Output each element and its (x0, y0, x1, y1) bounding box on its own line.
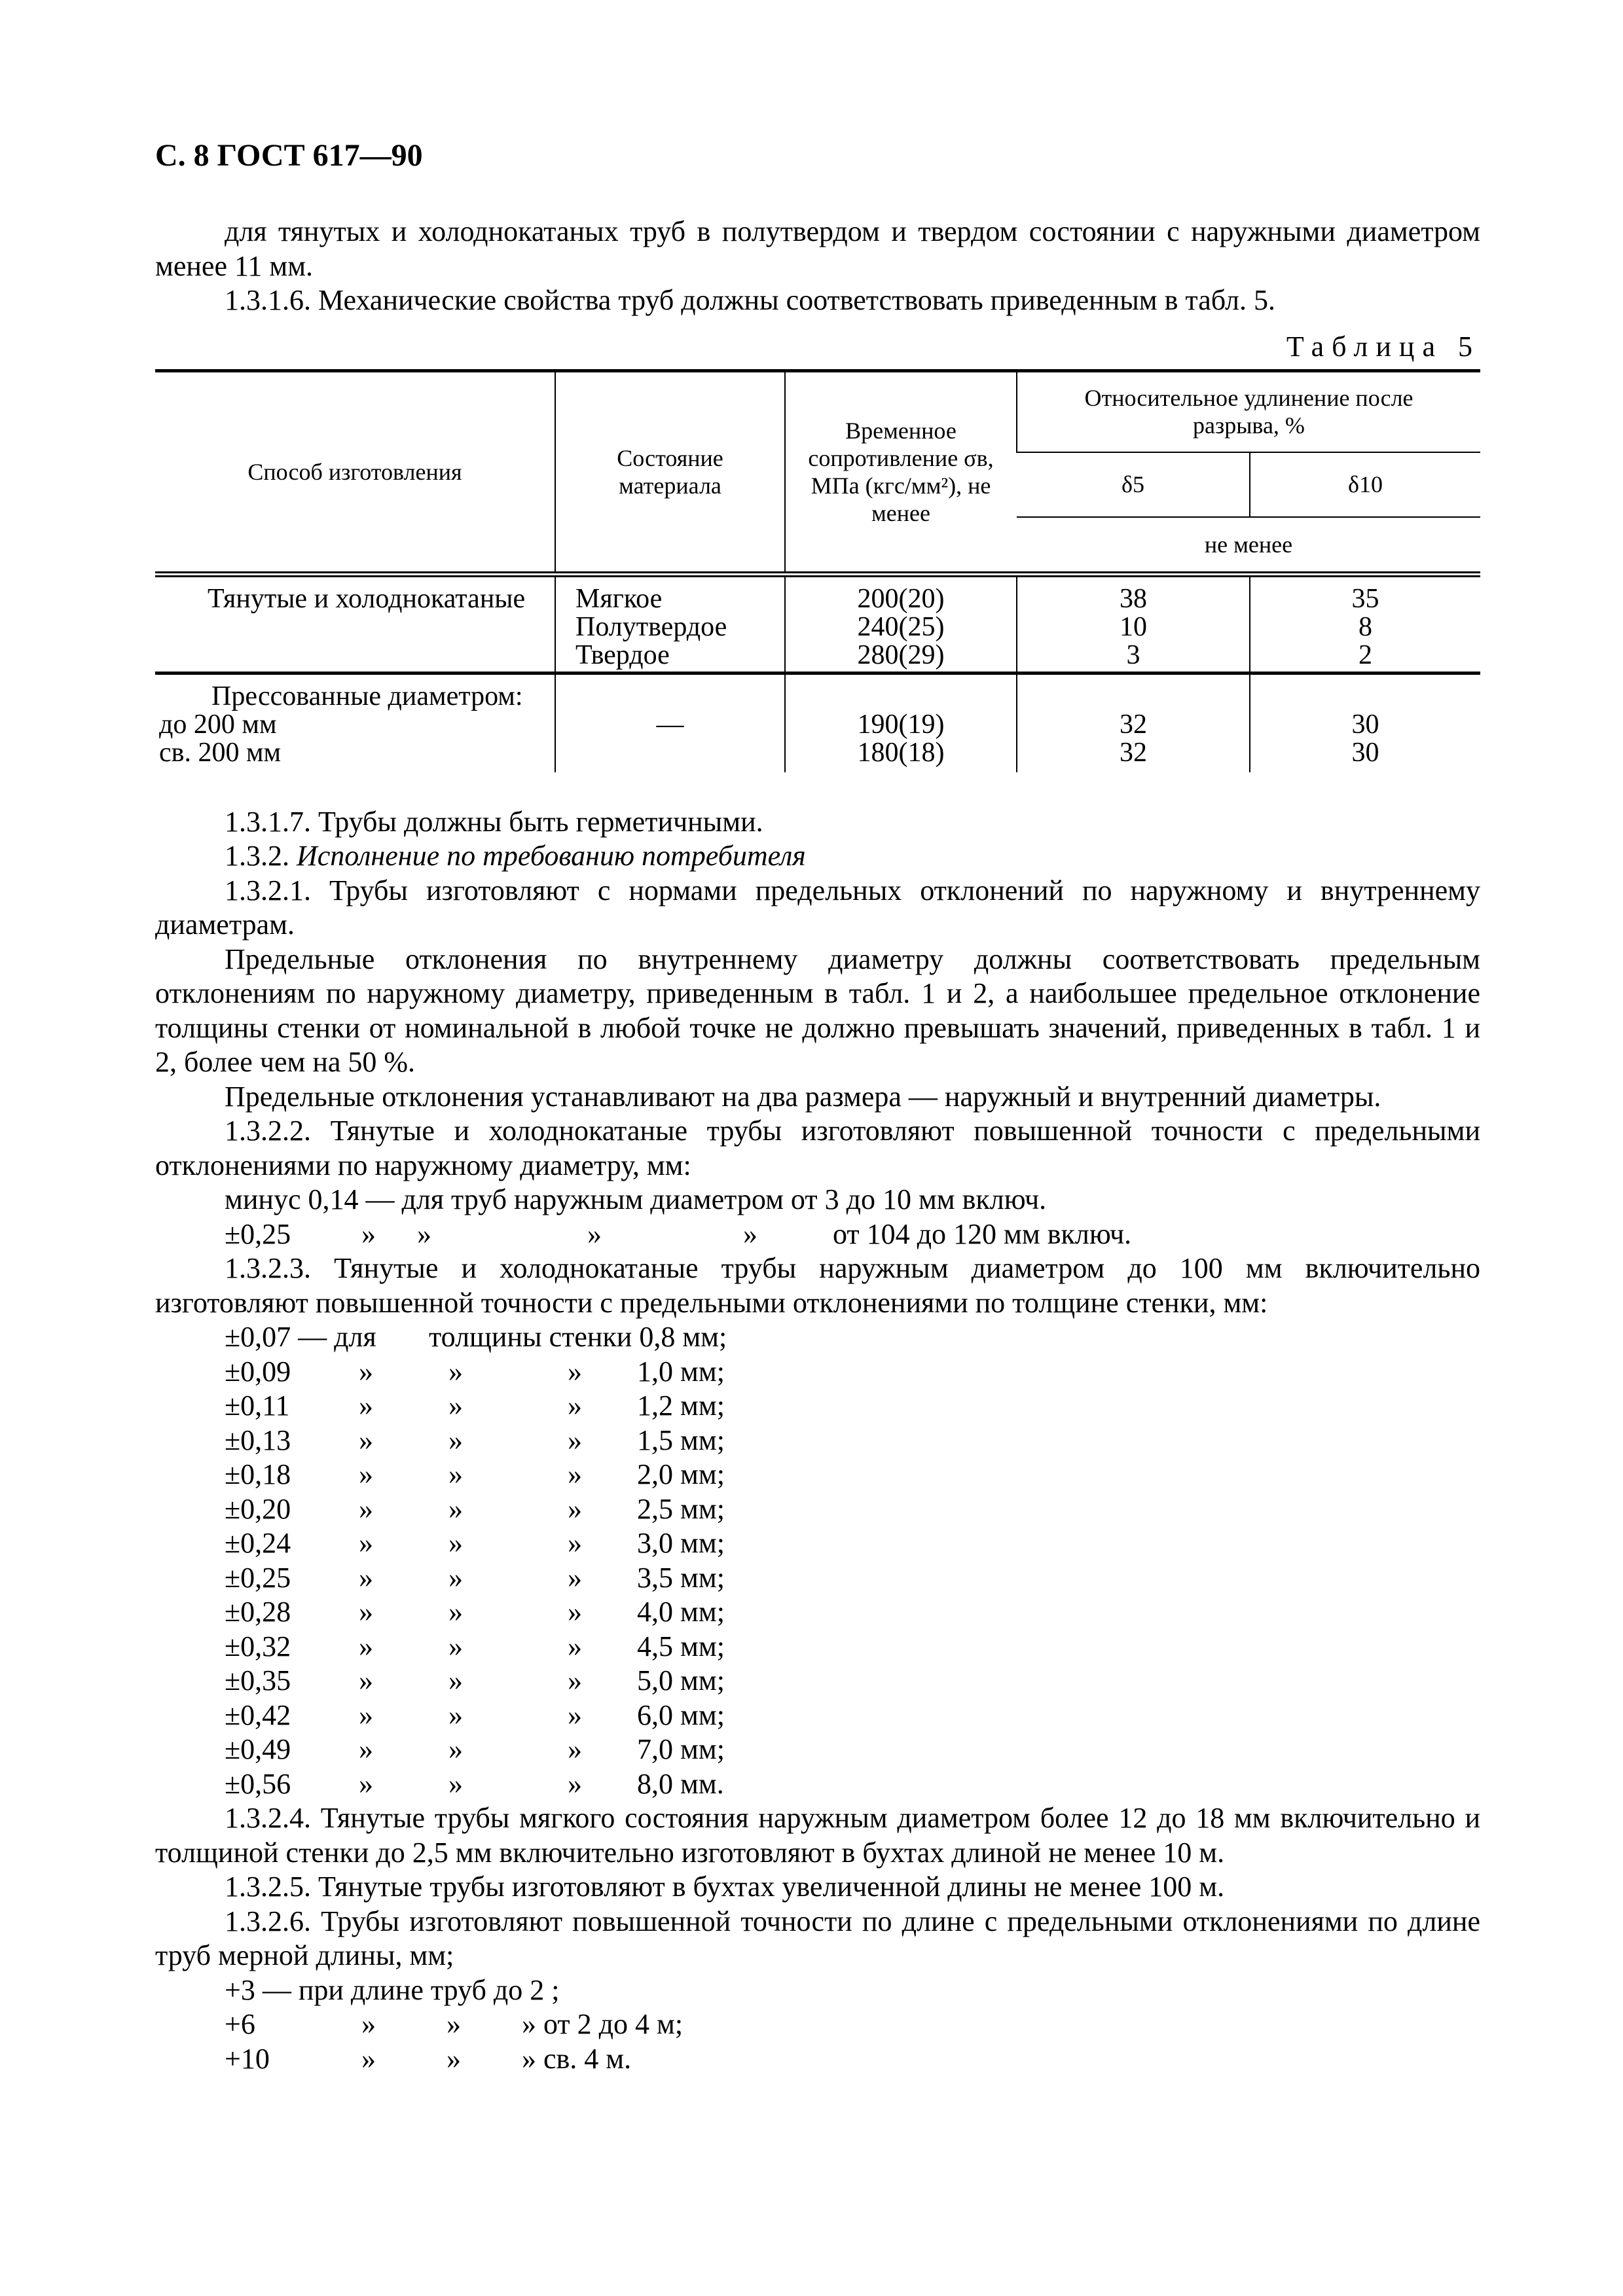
wall-tolerance-line (155, 1526, 1480, 1561)
paragraph-1-3-2-6: 1.3.2.6. Трубы изготовляют повышенной точности по длине с предельными отклонениями по длине труб мерной длины, мм; (155, 1905, 1480, 1971)
tolerance: ±0,35 (225, 1664, 291, 1696)
tolerance: ±0,56 (225, 1767, 291, 1800)
length-tolerance-line (155, 2007, 1480, 2042)
group1-method: Тянутые и холоднокатаные (208, 584, 526, 614)
header-d5: δ5 (1017, 452, 1250, 517)
paragraph-1-3-2-3: 1.3.2.3. Тянутые и холоднокатаные трубы наружным диаметром до 100 мм включительно изготовляют повышенной точности с предельными отклонениями по толщине стенки, мм: (155, 1252, 1480, 1319)
ditto: » (359, 1355, 373, 1388)
thickness: 7,0 мм; (637, 1733, 725, 1765)
ditto: » (448, 1630, 463, 1662)
thickness: 5,0 мм; (637, 1664, 725, 1696)
strength: 240(25) (857, 612, 945, 642)
thickness: 4,0 мм; (637, 1596, 725, 1628)
thickness: 1,5 мм; (637, 1424, 725, 1456)
ditto: » (359, 1458, 373, 1490)
wall-tolerance-line (155, 1320, 1480, 1355)
ditto: » (448, 1561, 463, 1594)
tolerance-line: минус 0,14 — для труб наружным диаметром от 3 до 10 мм включ. (225, 1183, 1047, 1215)
ditto: » (359, 1561, 373, 1594)
ditto: » (359, 1390, 373, 1422)
d10-value: 30 (1351, 738, 1379, 768)
group2-state: — (555, 673, 785, 772)
tolerance-line (155, 1217, 1480, 1252)
diameter: до 200 мм (159, 709, 277, 740)
thickness: 1,2 мм; (637, 1390, 725, 1422)
ditto: » (568, 1355, 582, 1388)
ditto: » (568, 1424, 582, 1456)
strength: 280(29) (857, 640, 945, 670)
length-tolerance-line (155, 1973, 1480, 2008)
length-text: » от 2 до 4 м; (522, 2008, 684, 2040)
ditto: » (417, 1217, 431, 1250)
ditto: » (448, 1458, 463, 1490)
ditto: » (448, 1664, 463, 1696)
paragraph-1-3-1-6: 1.3.1.6. Механические свойства труб должны соответствовать приведенным в табл. 5. (225, 284, 1275, 316)
tolerance: ±0,32 (225, 1630, 291, 1662)
thickness: 4,5 мм; (637, 1630, 725, 1662)
tolerance: ±0,49 (225, 1733, 291, 1765)
wall-tolerance-line (155, 1389, 1480, 1424)
ditto: » (743, 1217, 757, 1250)
state: Мягкое (575, 584, 663, 614)
page-header: С. 8 ГОСТ 617—90 (155, 138, 423, 173)
length-text: » (361, 2042, 376, 2075)
thickness: 6,0 мм; (637, 1698, 725, 1731)
wall-tolerance-line (155, 1630, 1480, 1664)
thickness: толщины стенки 0,8 мм; (429, 1321, 727, 1353)
ditto: » (448, 1492, 463, 1525)
length-tolerance-list (155, 1973, 1480, 2077)
d5-value: 32 (1120, 709, 1147, 740)
d5-value: 32 (1120, 738, 1147, 768)
d10-value: 2 (1359, 640, 1372, 670)
strength: 200(20) (857, 584, 945, 614)
tolerance: ±0,13 (225, 1424, 291, 1456)
ditto: » (359, 1767, 373, 1800)
ditto: » (448, 1596, 463, 1628)
ditto: » (448, 1698, 463, 1731)
ditto: » (359, 1492, 373, 1525)
strength: 180(18) (857, 738, 945, 768)
wall-tolerance-line (155, 1492, 1480, 1527)
ditto: » (448, 1424, 463, 1456)
wall-tolerance-line (155, 1561, 1480, 1596)
wall-tolerance-line (155, 1732, 1480, 1767)
ditto: » (448, 1733, 463, 1765)
thickness: 1,0 мм; (637, 1355, 725, 1388)
length-text: » (361, 2008, 376, 2040)
paragraph-1-3-2-5: 1.3.2.5. Тянутые трубы изготовляют в бухтах увеличенной длины не менее 100 м. (225, 1871, 1225, 1903)
state: Полутвердое (575, 612, 727, 642)
tolerance: +3 — при длине труб до 2 ; (225, 1973, 560, 2006)
tolerance: ±0,24 (225, 1527, 291, 1559)
ditto: » (448, 1767, 463, 1800)
table-5 (155, 369, 1480, 772)
tolerance: ±0,28 (225, 1596, 291, 1628)
wall-tolerance-line (155, 1698, 1480, 1733)
ditto: » (361, 1217, 376, 1250)
length-text: » (447, 2042, 461, 2075)
thickness: 8,0 мм. (637, 1767, 724, 1800)
tolerance: +10 (225, 2042, 270, 2075)
ditto: » (587, 1217, 602, 1250)
header-state: Состояние материала (555, 371, 785, 575)
ditto: » (359, 1630, 373, 1662)
ditto: » (448, 1527, 463, 1559)
paragraph: для тянутых и холоднокатаных труб в полутвердом и твердом состоянии с наружными диаметром менее 11 мм. (155, 215, 1480, 282)
group2-method: Прессованные диаметром: (211, 681, 523, 711)
ditto: » (568, 1527, 582, 1559)
ditto: » (359, 1664, 373, 1696)
wall-tolerance-line (155, 1355, 1480, 1390)
length-tolerance-line (155, 2042, 1480, 2077)
thickness: 3,5 мм; (637, 1561, 725, 1594)
wall-tolerance-line (155, 1595, 1480, 1630)
thickness: 2,5 мм; (637, 1492, 725, 1525)
wall-tolerance-line (155, 1767, 1480, 1802)
diameter: св. 200 мм (159, 738, 282, 768)
wall-tolerance-list (155, 1355, 1480, 1802)
d5-value: 10 (1120, 612, 1147, 642)
ditto: » (568, 1630, 582, 1662)
d5-value: 38 (1120, 584, 1147, 614)
ditto: » (568, 1698, 582, 1731)
length-text: » (447, 2008, 461, 2040)
tolerance: +6 (225, 2008, 255, 2040)
ditto: » (568, 1664, 582, 1696)
paragraph-1-3-2-2: 1.3.2.2. Тянутые и холоднокатаные трубы изготовляют повышенной точности с предельными отклонениями по наружному диаметру, мм: (155, 1115, 1480, 1181)
header-strength: Временное сопротивление σв, МПа (кгс/мм²), не менее (785, 371, 1017, 575)
header-method: Способ изготовления (155, 371, 555, 575)
ditto: » (448, 1390, 463, 1422)
thickness: 2,0 мм; (637, 1458, 725, 1490)
paragraph: Предельные отклонения по внутреннему диаметру должны соответствовать предельным отклонениям по наружному диаметру, приведенным в табл. 1 и 2, а наибольшее предельное отклонение толщины стенки от номинальной в любой точке не должно превышать значений, приведенных в табл. 1 и 2, более чем на 50 %. (155, 942, 1480, 1078)
d5-value: 3 (1126, 640, 1140, 670)
tolerance: ±0,25 (225, 1217, 291, 1250)
ditto: » (359, 1733, 373, 1765)
paragraph-1-3-2-4: 1.3.2.4. Тянутые трубы мягкого состояния наружным диаметром более 12 до 18 мм включительно и толщиной стенки до 2,5 мм включительно изготовляют в бухтах длиной не менее 10 м. (155, 1802, 1480, 1869)
d10-value: 8 (1359, 612, 1372, 642)
tolerance: ±0,07 — для (225, 1321, 376, 1353)
ditto: » (448, 1355, 463, 1388)
tolerance: ±0,11 (225, 1390, 290, 1422)
paragraph: Предельные отклонения устанавливают на два размера — наружный и внутренний диаметры. (225, 1080, 1381, 1113)
thickness: 3,0 мм; (637, 1527, 725, 1559)
range: от 104 до 120 мм включ. (833, 1217, 1132, 1250)
tolerance: ±0,09 (225, 1355, 291, 1388)
ditto: » (568, 1596, 582, 1628)
header-min: не менее (1017, 517, 1480, 575)
tolerance: ±0,18 (225, 1458, 291, 1490)
ditto: » (568, 1492, 582, 1525)
d10-value: 30 (1351, 709, 1379, 740)
ditto: » (568, 1561, 582, 1594)
length-text: » св. 4 м. (522, 2042, 632, 2075)
tolerance: ±0,42 (225, 1698, 291, 1731)
table-caption: Таблица 5 (1286, 330, 1480, 363)
ditto: » (359, 1596, 373, 1628)
section-title: Исполнение по требованию потребителя (297, 840, 806, 872)
ditto: » (568, 1767, 582, 1800)
ditto: » (568, 1458, 582, 1490)
header-d10: δ10 (1250, 452, 1480, 517)
wall-tolerance-line (155, 1424, 1480, 1458)
d10-value: 35 (1351, 584, 1379, 614)
ditto: » (568, 1733, 582, 1765)
ditto: » (359, 1527, 373, 1559)
wall-tolerance-line (155, 1458, 1480, 1492)
section-number: 1.3.2. (225, 840, 289, 872)
paragraph-1-3-2 (155, 839, 1480, 874)
paragraph-1-3-2-1: 1.3.2.1. Трубы изготовляют с нормами предельных отклонений по наружному и внутреннему диаметрам. (155, 874, 1480, 941)
ditto: » (568, 1390, 582, 1422)
tolerance: ±0,20 (225, 1492, 291, 1525)
header-elongation: Относительное удлинение после разрыва, % (1017, 371, 1480, 452)
tolerance: ±0,25 (225, 1561, 291, 1594)
ditto: » (359, 1424, 373, 1456)
strength: 190(19) (857, 709, 945, 740)
ditto: » (359, 1698, 373, 1731)
wall-tolerance-line (155, 1664, 1480, 1698)
paragraph-1-3-1-7: 1.3.1.7. Трубы должны быть герметичными. (225, 805, 763, 838)
state: Твердое (575, 640, 670, 670)
page-body (155, 215, 1480, 2076)
